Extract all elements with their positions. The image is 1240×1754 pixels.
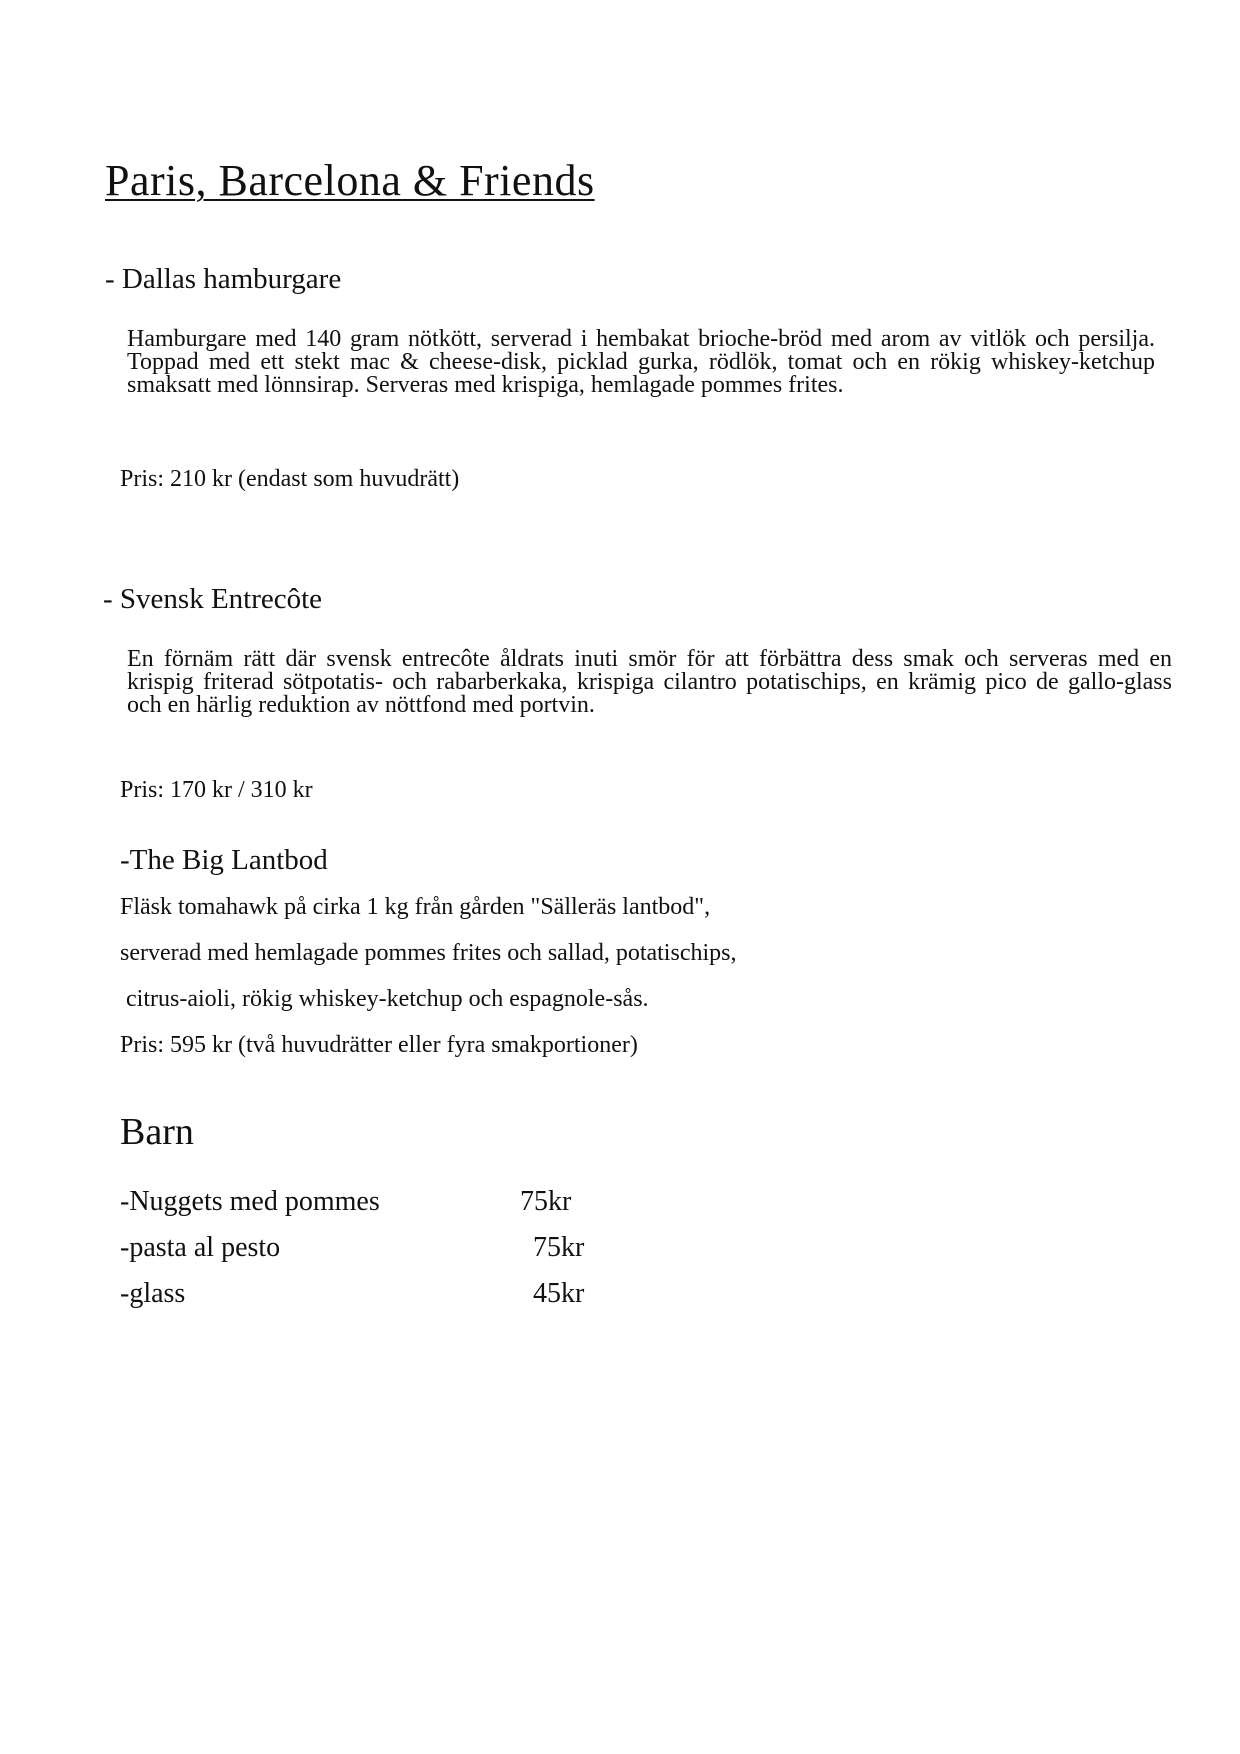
dish-description-line: citrus-aioli, rökig whiskey-ketchup och espagnole-sås. <box>120 986 649 1012</box>
kids-item-name: -pasta al pesto <box>120 1232 281 1263</box>
dish-description-svensk-entrecote: En förnäm rätt där svensk entrecôte åldrats inuti smör för att förbättra dess smak och serveras med en krispig friterad sötpotatis- och rabarberkaka, krispiga cilantro potatischips, en krämig pico de gallo-glass och en härlig reduktion av nöttfond med portvin. <box>127 646 1172 718</box>
dish-price-the-big-lantbod: Pris: 595 kr (två huvudrätter eller fyra smakportioner) <box>120 1032 638 1058</box>
kids-item-name: -glass <box>120 1278 186 1309</box>
dish-title-dallas-hamburgare: - Dallas hamburgare <box>105 263 342 295</box>
dish-description-dallas-hamburgare: Hamburgare med 140 gram nötkött, serverad i hembakat brioche-bröd med arom av vitlök och persilja. Toppad med ett stekt mac & cheese-disk, picklad gurka, rödlök, tomat och en rökig whiskey-ketchup smaksatt med lönnsirap. Serveras med krispiga, hemlagade pommes frites. <box>127 326 1155 398</box>
dish-title-the-big-lantbod: -The Big Lantbod <box>120 844 328 876</box>
kids-item-name: -Nuggets med pommes <box>120 1186 380 1217</box>
dish-description-line: Fläsk tomahawk på cirka 1 kg från gården "Sälleräs lantbod", <box>120 894 711 920</box>
kids-item-price: 75kr <box>520 1186 572 1217</box>
kids-item-price: 45kr <box>533 1278 585 1309</box>
dish-price-dallas-hamburgare: Pris: 210 kr (endast som huvudrätt) <box>120 466 460 492</box>
dish-title-svensk-entrecote: - Svensk Entrecôte <box>103 583 323 615</box>
kids-item-price: 75kr <box>533 1232 585 1263</box>
section-title-barn: Barn <box>120 1111 194 1153</box>
page-title: Paris, Barcelona & Friends <box>105 156 595 205</box>
dish-description-line: serverad med hemlagade pommes frites och sallad, potatischips, <box>120 940 737 966</box>
dish-price-svensk-entrecote: Pris: 170 kr / 310 kr <box>120 777 313 803</box>
